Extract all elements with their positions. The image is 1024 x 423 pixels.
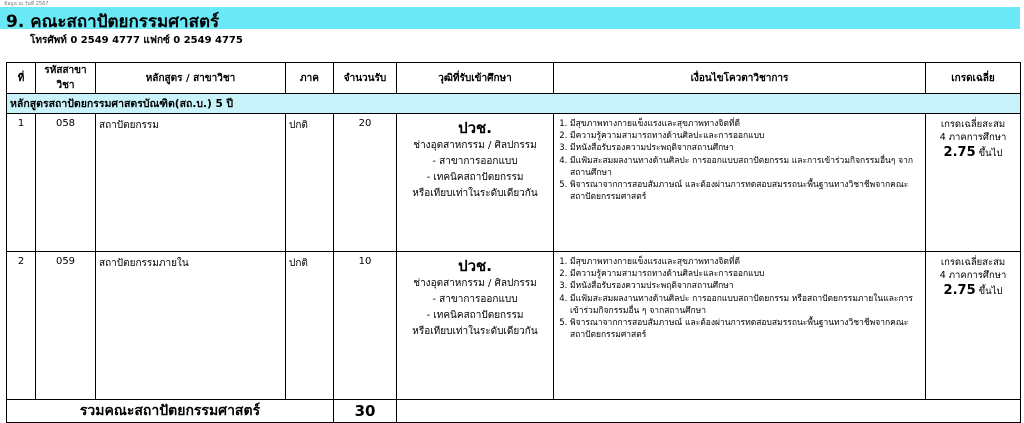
- gpa-value: 2.75: [943, 145, 976, 160]
- row-no: 1: [7, 114, 36, 252]
- gpa-value: 2.75: [943, 283, 976, 298]
- row-admission: [397, 114, 554, 252]
- section-label: หลักสูตรสถาปัตยกรรมศาสตรบัณฑิต(สถ.บ.) 5 ปี: [7, 94, 1021, 114]
- row-code: 059: [36, 252, 96, 400]
- gpa-line: 4 ภาคการศึกษา: [939, 132, 1007, 143]
- gpa-line: เกรดเฉลี่ยสะสม: [940, 119, 1006, 130]
- total-empty: [397, 400, 1021, 423]
- row-seats: 20: [334, 114, 397, 252]
- row-program: สถาปัตยกรรม: [96, 114, 286, 252]
- gpa-suffix: ขึ้นไป: [978, 286, 1003, 297]
- admission-line: - เทคนิคสถาปัตยกรรม: [426, 310, 524, 321]
- total-label: รวมคณะสถาปัตยกรรมศาสตร์: [7, 400, 334, 423]
- row-admission: [397, 252, 554, 400]
- row-gpa: [926, 114, 1021, 252]
- row-no: 2: [7, 252, 36, 400]
- condition-item: 5. พิจารณาจากการสอบสัมภาษณ์ และต้องผ่านการทดสอบสมรรถนะพื้นฐานทางวิชาชีพจากคณะสถาปัตยกรรมศาสตร์: [570, 179, 922, 203]
- condition-item: 2. มีความรู้ความสามารถทางด้านศิลปะและการออกแบบ: [570, 268, 922, 280]
- row-conditions: [554, 114, 926, 252]
- row-program: สถาปัตยกรรมภายใน: [96, 252, 286, 400]
- header-conditions: เงื่อนไขโควตาวิชาการ: [554, 63, 926, 94]
- row-seats: 10: [334, 252, 397, 400]
- condition-item: 1. มีสุขภาพทางกายแข็งแรงและสุขภาพทางจิตที่ดี: [570, 118, 922, 130]
- row-session: ปกติ: [286, 114, 334, 252]
- gpa-line: 4 ภาคการศึกษา: [939, 270, 1007, 281]
- condition-item: 3. มีหนังสือรับรองความประพฤติจากสถานศึกษา: [570, 142, 922, 154]
- row-session: ปกติ: [286, 252, 334, 400]
- header-no: ที่: [7, 63, 36, 94]
- gpa-suffix: ขึ้นไป: [978, 148, 1003, 159]
- condition-item: 1. มีสุขภาพทางกายแข็งแรงและสุขภาพทางจิตที่ดี: [570, 256, 922, 268]
- table-row: [7, 252, 1021, 400]
- contact-line: โทรศัพท์ 0 2549 4777 แฟกซ์ 0 2549 4775: [30, 35, 243, 46]
- row-code: 058: [36, 114, 96, 252]
- program-table: [6, 62, 1021, 423]
- admission-line: หรือเทียบเท่าในระดับเดียวกัน: [412, 188, 538, 199]
- header-row: [7, 63, 1021, 94]
- admission-line: ช่างอุตสาหกรรม / ศิลปกรรม: [413, 140, 537, 151]
- admission-line: ช่างอุตสาหกรรม / ศิลปกรรม: [413, 278, 537, 289]
- total-row: [7, 400, 1021, 423]
- header-code: รหัสสาขาวิชา: [36, 63, 96, 94]
- condition-item: 2. มีความรู้ความสามารถทางด้านศิลปะและการออกแบบ: [570, 130, 922, 142]
- admission-title: ปวช.: [458, 257, 492, 275]
- admission-title: ปวช.: [458, 119, 492, 137]
- title-bar: [0, 7, 1020, 32]
- header-seats: จำนวนรับ: [334, 63, 397, 94]
- condition-item: 4. มีแฟ้มสะสมผลงานทางด้านศิลปะ การออกแบบสถาปัตยกรรม และการเข้าร่วมกิจกรรมอื่นๆ จากสถานศึกษา: [570, 155, 922, 179]
- total-value: 30: [334, 400, 397, 423]
- admission-line: หรือเทียบเท่าในระดับเดียวกัน: [412, 326, 538, 337]
- condition-item: 3. มีหนังสือรับรองความประพฤติจากสถานศึกษา: [570, 280, 922, 292]
- page-title: 9. คณะสถาปัตยกรรมศาสตร์: [6, 12, 220, 32]
- admission-line: - สาขาการออกแบบ: [432, 156, 518, 167]
- top-note: ข้อมูล ณ วันที่ 2567: [4, 1, 49, 7]
- section-row: [7, 94, 1021, 114]
- header-admission: วุฒิที่รับเข้าศึกษา: [397, 63, 554, 94]
- header-gpa: เกรดเฉลี่ย: [926, 63, 1021, 94]
- row-gpa: [926, 252, 1021, 400]
- condition-item: 4. มีแฟ้มสะสมผลงานทางด้านศิลปะ การออกแบบสถาปัตยกรรม หรือสถาปัตยกรรมภายในและการเข้าร่วมกิจกรรมอื่น ๆ จากสถานศึกษา: [570, 293, 922, 317]
- table-row: [7, 114, 1021, 252]
- row-conditions: [554, 252, 926, 400]
- header-program: หลักสูตร / สาขาวิชา: [96, 63, 286, 94]
- gpa-line: เกรดเฉลี่ยสะสม: [940, 257, 1006, 268]
- condition-item: 5. พิจารณาจากการสอบสัมภาษณ์ และต้องผ่านการทดสอบสมรรถนะพื้นฐานทางวิชาชีพจากคณะสถาปัตยกรรมศาสตร์: [570, 317, 922, 341]
- admission-line: - สาขาการออกแบบ: [432, 294, 518, 305]
- header-session: ภาค: [286, 63, 334, 94]
- admission-line: - เทคนิคสถาปัตยกรรม: [426, 172, 524, 183]
